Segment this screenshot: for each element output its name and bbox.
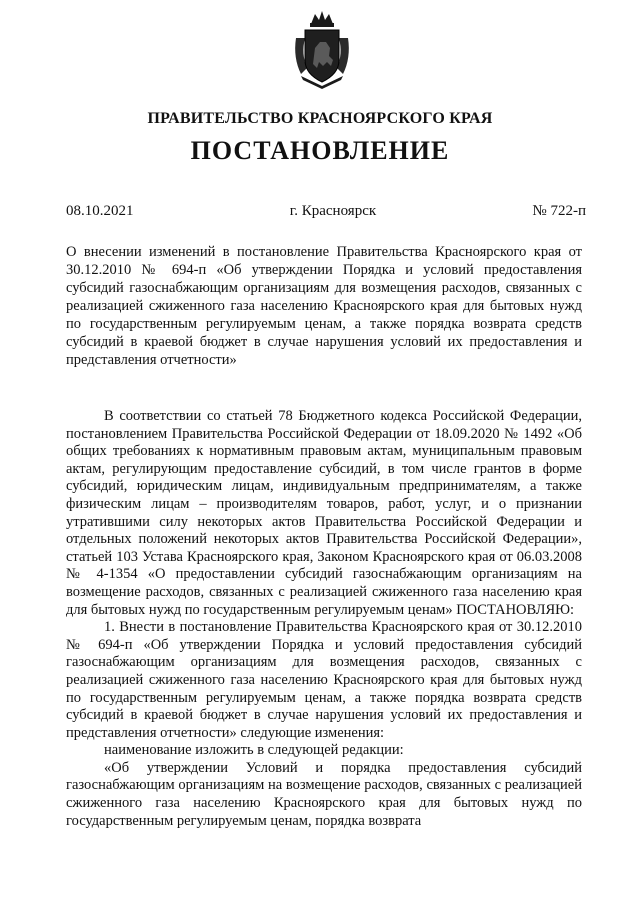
document-city: г. Красноярск [289,203,377,219]
document-subject: О внесении изменений в постановление Правительства Красноярского края от 30.12.2010 № 694-п «Об утверждении Порядка и условий предоставления субсидий газоснабжающим организациям для возмещения расходов, связанных с реализацией сжиженного газа населению Красноярского края для бытовых нужд по государственным регулируемым ценам, а также порядка возврата средств субсидий в краевой бюджет в случае нарушения условий их предоставления и представления отчетности» [66,244,582,368]
document-meta-row [66,203,586,220]
document-number: № 722-п [532,203,586,219]
body-paragraph-2: 1. Внести в постановление Правительства Красноярского края от 30.12.2010 № 694-п «Об утверждении Порядка и условий предоставления субсидий газоснабжающим организациям для возмещения расходов, связанных с реализацией сжиженного газа населению Красноярского края для бытовых нужд по государственным регулируемым ценам, а также порядка возврата средств субсидий в краевой бюджет в случае нарушения условий их предоставления и представления отчетности» следующие изменения: [66,619,582,741]
coat-of-arms-icon [293,8,351,90]
document-date: 08.10.2021 [66,203,134,219]
body-paragraph-4: «Об утверждении Условий и порядка предоставления субсидий газоснабжающим организациям на возмещение расходов, связанных с реализацией сжиженного газа населению Красноярского края для бытовых нужд по государственным регулируемым ценам, порядка возврата [66,759,582,829]
document-body [66,408,582,830]
body-paragraph-3: наименование изложить в следующей редакции: [104,742,404,759]
document-type-title: ПОСТАНОВЛЕНИЕ [190,136,450,165]
body-paragraph-1: В соответствии со статьей 78 Бюджетного кодекса Российской Федерации, постановлением Правительства Российской Федерации от 18.09.2020 № 1492 «Об общих требованиях к нормативным правовым актам, муниципальным правовым актам, регулирующим предоставление субсидий, в том числе грантов в форме субсидий, юридическим лицам, индивидуальным предпринимателям, а также физическим лицам – производителям товаров, работ, услуг, и о признании утратившими силу некоторых актов Правительства Российской Федерации и отдельных положений некоторых актов Правительства Российской Федерации», статьей 103 Устава Красноярского края, Законом Красноярского края от 06.03.2008 № 4-1354 «О предоставлении субсидий газоснабжающим организациям на возмещение расходов, связанных с реализацией сжиженного газа населению края для бытовых нужд по государственным регулируемым ценам» ПОСТАНОВЛЯЮ: [66,408,582,618]
government-title: ПРАВИТЕЛЬСТВО КРАСНОЯРСКОГО КРАЯ [147,110,493,127]
